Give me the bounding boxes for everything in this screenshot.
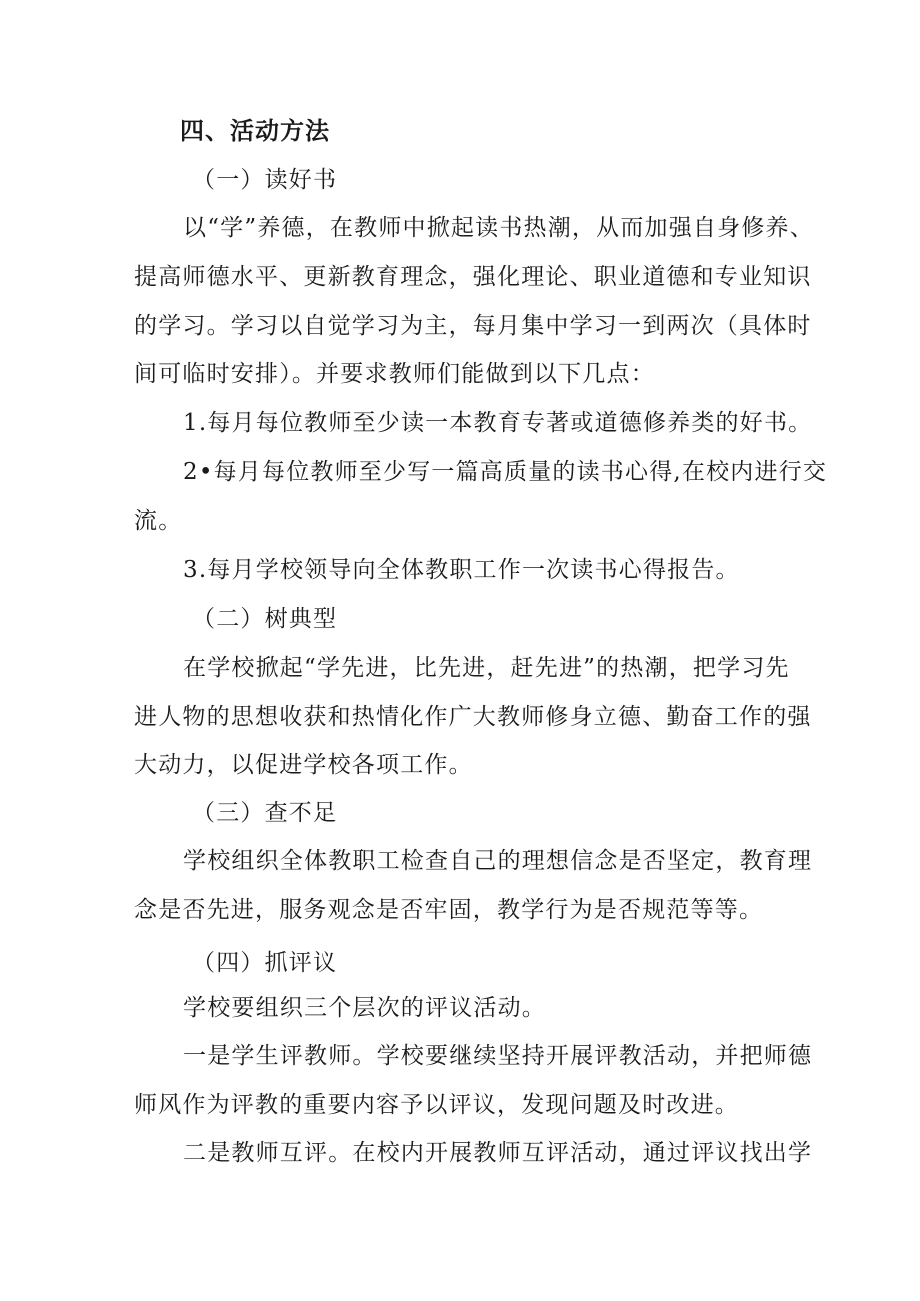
paragraph-line: 学校组织全体教职工检查自己的理想信念是否坚定，教育理	[183, 848, 813, 874]
paragraph-line: 在学校掀起“学先进，比先进，赶先进”的热潮，把学习先	[183, 655, 790, 681]
paragraph-line: 师风作为评教的重要内容予以评议，发现问题及时改进。	[134, 1092, 739, 1118]
subsection-heading-2: （二）树典型	[192, 606, 338, 632]
subsection-heading-1: （一）读好书	[192, 167, 338, 193]
subsection-heading-4: （四）抓评议	[192, 950, 338, 976]
paragraph-line: 的学习。学习以自觉学习为主，每月集中学习一到两次（具体时	[134, 313, 812, 339]
paragraph-line: 进人物的思想收获和热情化作广大教师修身立德、勤奋工作的强	[134, 704, 812, 730]
paragraph-line: 以“学”养德，在教师中掀起读书热潮，从而加强自身修养、	[183, 215, 814, 241]
list-item-1: 1.每月每位教师至少读一本教育专著或道德修养类的好书。	[183, 410, 813, 436]
paragraph-line: 一是学生评教师。学校要继续坚持开展评教活动，并把师德	[183, 1043, 813, 1069]
section-title: 四、活动方法	[180, 117, 330, 145]
paragraph-line: 大动力，以促进学校各项工作。	[134, 752, 473, 778]
subsection-heading-3: （三）查不足	[192, 800, 338, 826]
paragraph-line: 间可临时安排）。并要求教师们能做到以下几点：	[134, 361, 655, 387]
paragraph-line: 念是否先进，服务观念是否牢固，教学行为是否规范等等。	[134, 897, 764, 923]
paragraph-line: 学校要组织三个层次的评议活动。	[183, 995, 546, 1021]
list-item-2-cont: 流。	[134, 508, 183, 534]
paragraph-line: 二是教师互评。在校内开展教师互评活动，通过评议找出学	[183, 1140, 813, 1166]
list-item-2: 2•每月每位教师至少写一篇高质量的读书心得,在校内进行交	[183, 459, 828, 485]
list-item-3: 3.每月学校领导向全体教职工作一次读书心得报告。	[183, 557, 740, 583]
paragraph-line: 提高师德水平、更新教育理念，强化理论、职业道德和专业知识	[134, 264, 812, 290]
